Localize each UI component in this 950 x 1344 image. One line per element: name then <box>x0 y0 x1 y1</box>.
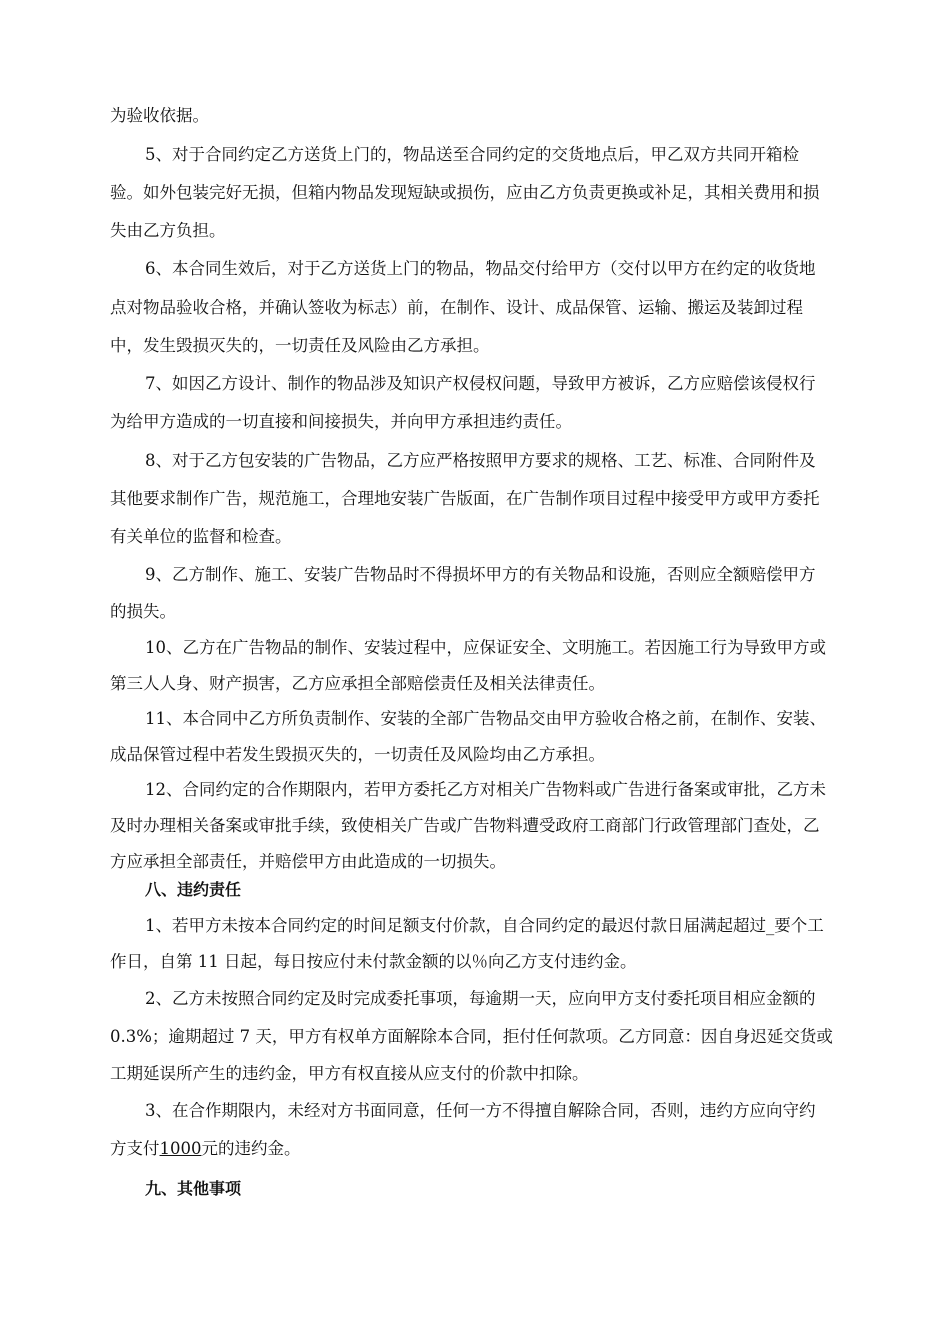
text-line: 为给甲方造成的一切直接和间接损失，并向甲方承担违约责任。 <box>110 412 572 431</box>
section-heading-breach: 八、违约责任 <box>145 880 242 899</box>
text-line: 点对物品验收合格，并确认签收为标志）前，在制作、设计、成品保管、运输、搬运及装卸过程 <box>110 298 803 317</box>
text-line: 失由乙方负担。 <box>110 221 226 240</box>
text-line: 及时办理相关备案或审批手续，致使相关广告或广告物料遭受政府工商部门行政管理部门查处，乙 <box>110 816 820 835</box>
penalty-prefix: 方支付 <box>110 1139 160 1158</box>
text-line: 作日，自第 11 日起，每日按应付未付款金额的以％向乙方支付违约金。 <box>110 952 637 971</box>
text-line: 0.3%；逾期超过 7 天，甲方有权单方面解除本合同，拒付任何款项。乙方同意：因自身迟延交货或 <box>110 1027 833 1046</box>
clause-6-line-1: 6、本合同生效后，对于乙方送货上门的物品，物品交付给甲方（交付以甲方在约定的收货地 <box>145 259 816 278</box>
clause-11-line-1: 11、本合同中乙方所负责制作、安装的全部广告物品交由甲方验收合格之前，在制作、安装、 <box>145 709 826 728</box>
penalty-suffix: 元的违约金。 <box>201 1139 301 1158</box>
text-line: 的损失。 <box>110 602 176 621</box>
clause-5-line-1: 5、对于合同约定乙方送货上门的，物品送至合同约定的交货地点后，甲乙双方共同开箱检 <box>145 145 799 164</box>
text-line: 中，发生毁损灭失的，一切责任及风险由乙方承担。 <box>110 336 490 355</box>
text-line: 第三人人身、财产损害，乙方应承担全部赔偿责任及相关法律责任。 <box>110 674 605 693</box>
clause-8-line-1: 8、对于乙方包安装的广告物品，乙方应严格按照甲方要求的规格、工艺、标准、合同附件及 <box>145 451 816 470</box>
text-line: 有关单位的监督和检查。 <box>110 527 292 546</box>
section-heading-other: 九、其他事项 <box>145 1179 242 1198</box>
clause-9-line-1: 9、乙方制作、施工、安装广告物品时不得损坏甲方的有关物品和设施，否则应全额赔偿甲方 <box>145 565 816 584</box>
text-line: 验。如外包装完好无损，但箱内物品发现短缺或损伤，应由乙方负责更换或补足，其相关费用和损 <box>110 183 820 202</box>
clause-10-line-1: 10、乙方在广告物品的制作、安装过程中，应保证安全、文明施工。若因施工行为导致甲方或 <box>145 638 826 657</box>
text-line: 为验收依据。 <box>110 106 209 125</box>
breach-clause-1-line-1: 1、若甲方未按本合同约定的时间足额支付价款，自合同约定的最迟付款日届满起超过_要个工 <box>145 916 824 935</box>
text-line: 方应承担全部责任，并赔偿甲方由此造成的一切损失。 <box>110 852 506 871</box>
text-line: 工期延误所产生的违约金，甲方有权直接从应支付的价款中扣除。 <box>110 1064 589 1083</box>
breach-clause-3-line-1: 3、在合作期限内，未经对方书面同意，任何一方不得擅自解除合同，否则，违约方应向守约 <box>145 1101 816 1120</box>
penalty-amount: 1000 <box>159 1139 202 1158</box>
penalty-line <box>110 1137 855 1161</box>
text-line: 成品保管过程中若发生毁损灭失的，一切责任及风险均由乙方承担。 <box>110 745 605 764</box>
clause-7-line-1: 7、如因乙方设计、制作的物品涉及知识产权侵权问题，导致甲方被诉，乙方应赔偿该侵权行 <box>145 374 816 393</box>
text-line: 其他要求制作广告，规范施工，合理地安装广告版面，在广告制作项目过程中接受甲方或甲方委托 <box>110 489 820 508</box>
clause-12-line-1: 12、合同约定的合作期限内，若甲方委托乙方对相关广告物料或广告进行备案或审批，乙方未 <box>145 780 826 799</box>
breach-clause-2-line-1: 2、乙方未按照合同约定及时完成委托事项，每逾期一天，应向甲方支付委托项目相应金额的 <box>145 989 816 1008</box>
